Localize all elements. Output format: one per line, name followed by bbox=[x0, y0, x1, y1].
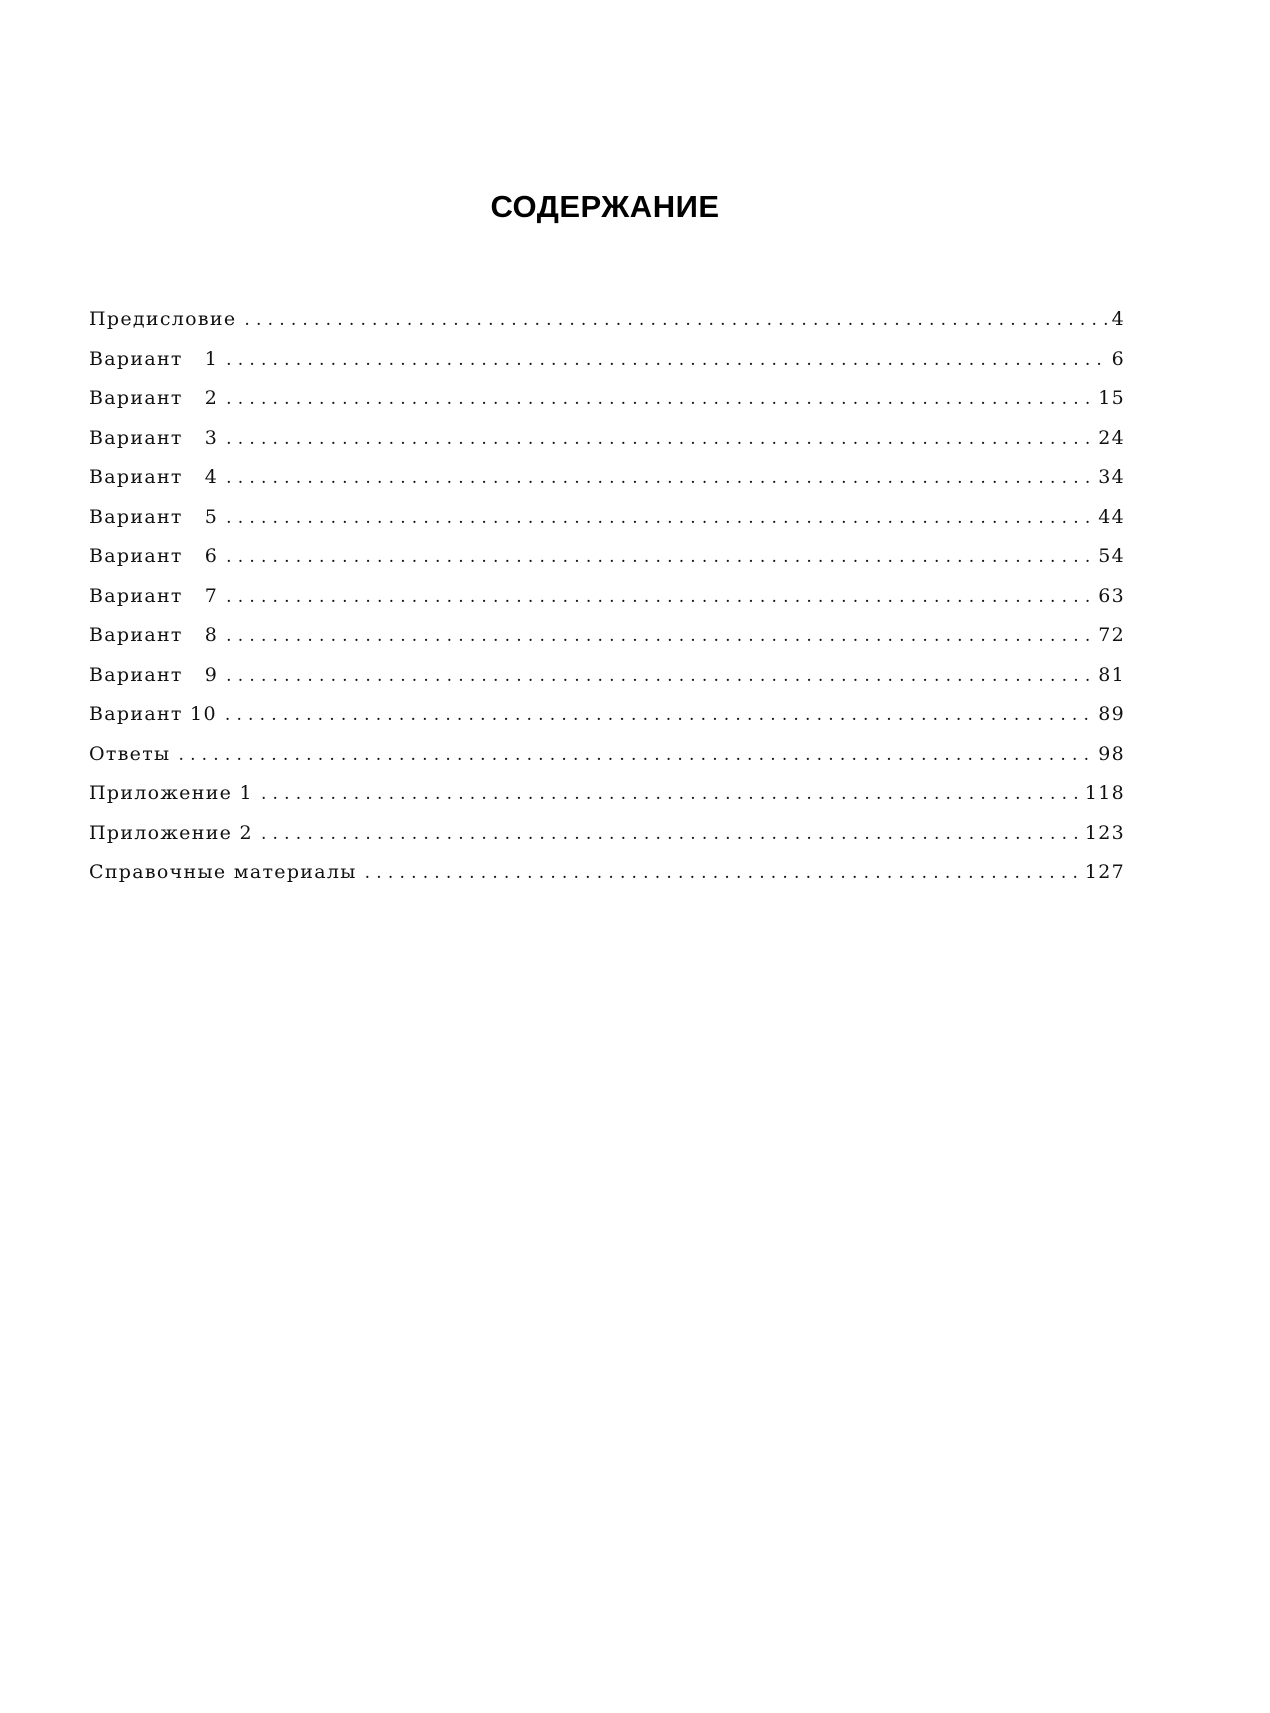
dot-leader bbox=[226, 666, 1094, 686]
toc-entry-page: 54 bbox=[1098, 545, 1125, 567]
toc-entry-variant-1[interactable] bbox=[89, 348, 1125, 388]
toc-entry-label: Вариант 7 bbox=[89, 584, 219, 607]
toc-entry-label: Вариант 3 bbox=[89, 426, 219, 449]
toc-entry-label: Вариант 8 bbox=[89, 624, 219, 646]
toc-entry-label: Вариант 9 bbox=[89, 663, 219, 686]
dot-leader bbox=[244, 310, 1107, 330]
toc-entry-page: 123 bbox=[1084, 821, 1125, 844]
dot-leader bbox=[178, 745, 1094, 765]
toc-entry-preface[interactable] bbox=[89, 308, 1125, 348]
toc-entry-page: 15 bbox=[1098, 387, 1125, 409]
dot-leader bbox=[226, 429, 1094, 449]
toc-entry-label: Приложение 2 bbox=[89, 821, 253, 844]
toc-entry-variant-8[interactable] bbox=[89, 624, 1125, 664]
toc-entry-variant-5[interactable] bbox=[89, 506, 1125, 546]
dot-leader bbox=[365, 863, 1081, 883]
toc-entry-label: Вариант 10 bbox=[89, 703, 217, 725]
toc-entry-variant-2[interactable] bbox=[89, 387, 1125, 427]
toc-entry-page: 127 bbox=[1084, 861, 1125, 883]
toc-entry-label: Справочные материалы bbox=[89, 861, 357, 883]
table-of-contents bbox=[89, 308, 1125, 901]
toc-entry-appendix-1[interactable] bbox=[89, 782, 1125, 822]
toc-entry-appendix-2[interactable] bbox=[89, 822, 1125, 862]
toc-entry-label: Вариант 1 bbox=[89, 347, 219, 370]
toc-entry-page: 81 bbox=[1098, 663, 1125, 686]
dot-leader bbox=[261, 784, 1081, 804]
toc-entry-page: 89 bbox=[1098, 703, 1125, 725]
toc-entry-variant-10[interactable] bbox=[89, 703, 1125, 743]
dot-leader bbox=[226, 508, 1094, 528]
toc-entry-variant-4[interactable] bbox=[89, 466, 1125, 506]
toc-entry-label: Приложение 1 bbox=[89, 782, 253, 804]
dot-leader bbox=[226, 626, 1094, 646]
toc-entry-variant-3[interactable] bbox=[89, 427, 1125, 467]
toc-entry-variant-9[interactable] bbox=[89, 664, 1125, 704]
toc-entry-variant-6[interactable] bbox=[89, 545, 1125, 585]
toc-entry-page: 44 bbox=[1098, 505, 1125, 528]
dot-leader bbox=[226, 350, 1107, 370]
toc-entry-label: Ответы bbox=[89, 742, 171, 765]
dot-leader bbox=[226, 389, 1094, 409]
toc-entry-label: Вариант 5 bbox=[89, 505, 219, 528]
dot-leader bbox=[226, 587, 1094, 607]
toc-entry-page: 98 bbox=[1098, 742, 1125, 765]
dot-leader bbox=[226, 547, 1094, 567]
dot-leader bbox=[226, 468, 1094, 488]
toc-entry-page: 4 bbox=[1111, 308, 1125, 330]
toc-entry-page: 63 bbox=[1098, 584, 1125, 607]
toc-entry-reference-materials[interactable] bbox=[89, 861, 1125, 901]
toc-entry-label: Предисловие bbox=[89, 308, 237, 330]
toc-entry-answers[interactable] bbox=[89, 743, 1125, 783]
toc-entry-variant-7[interactable] bbox=[89, 585, 1125, 625]
dot-leader bbox=[261, 824, 1081, 844]
toc-entry-page: 6 bbox=[1111, 347, 1125, 370]
page-title: СОДЕРЖАНИЕ bbox=[490, 188, 720, 224]
toc-entry-page: 24 bbox=[1098, 426, 1125, 449]
dot-leader bbox=[225, 705, 1094, 725]
toc-entry-label: Вариант 6 bbox=[89, 545, 219, 567]
toc-entry-label: Вариант 4 bbox=[89, 466, 219, 488]
toc-entry-label: Вариант 2 bbox=[89, 387, 219, 409]
toc-entry-page: 118 bbox=[1084, 782, 1125, 804]
toc-entry-page: 72 bbox=[1098, 624, 1125, 646]
toc-entry-page: 34 bbox=[1098, 466, 1125, 488]
